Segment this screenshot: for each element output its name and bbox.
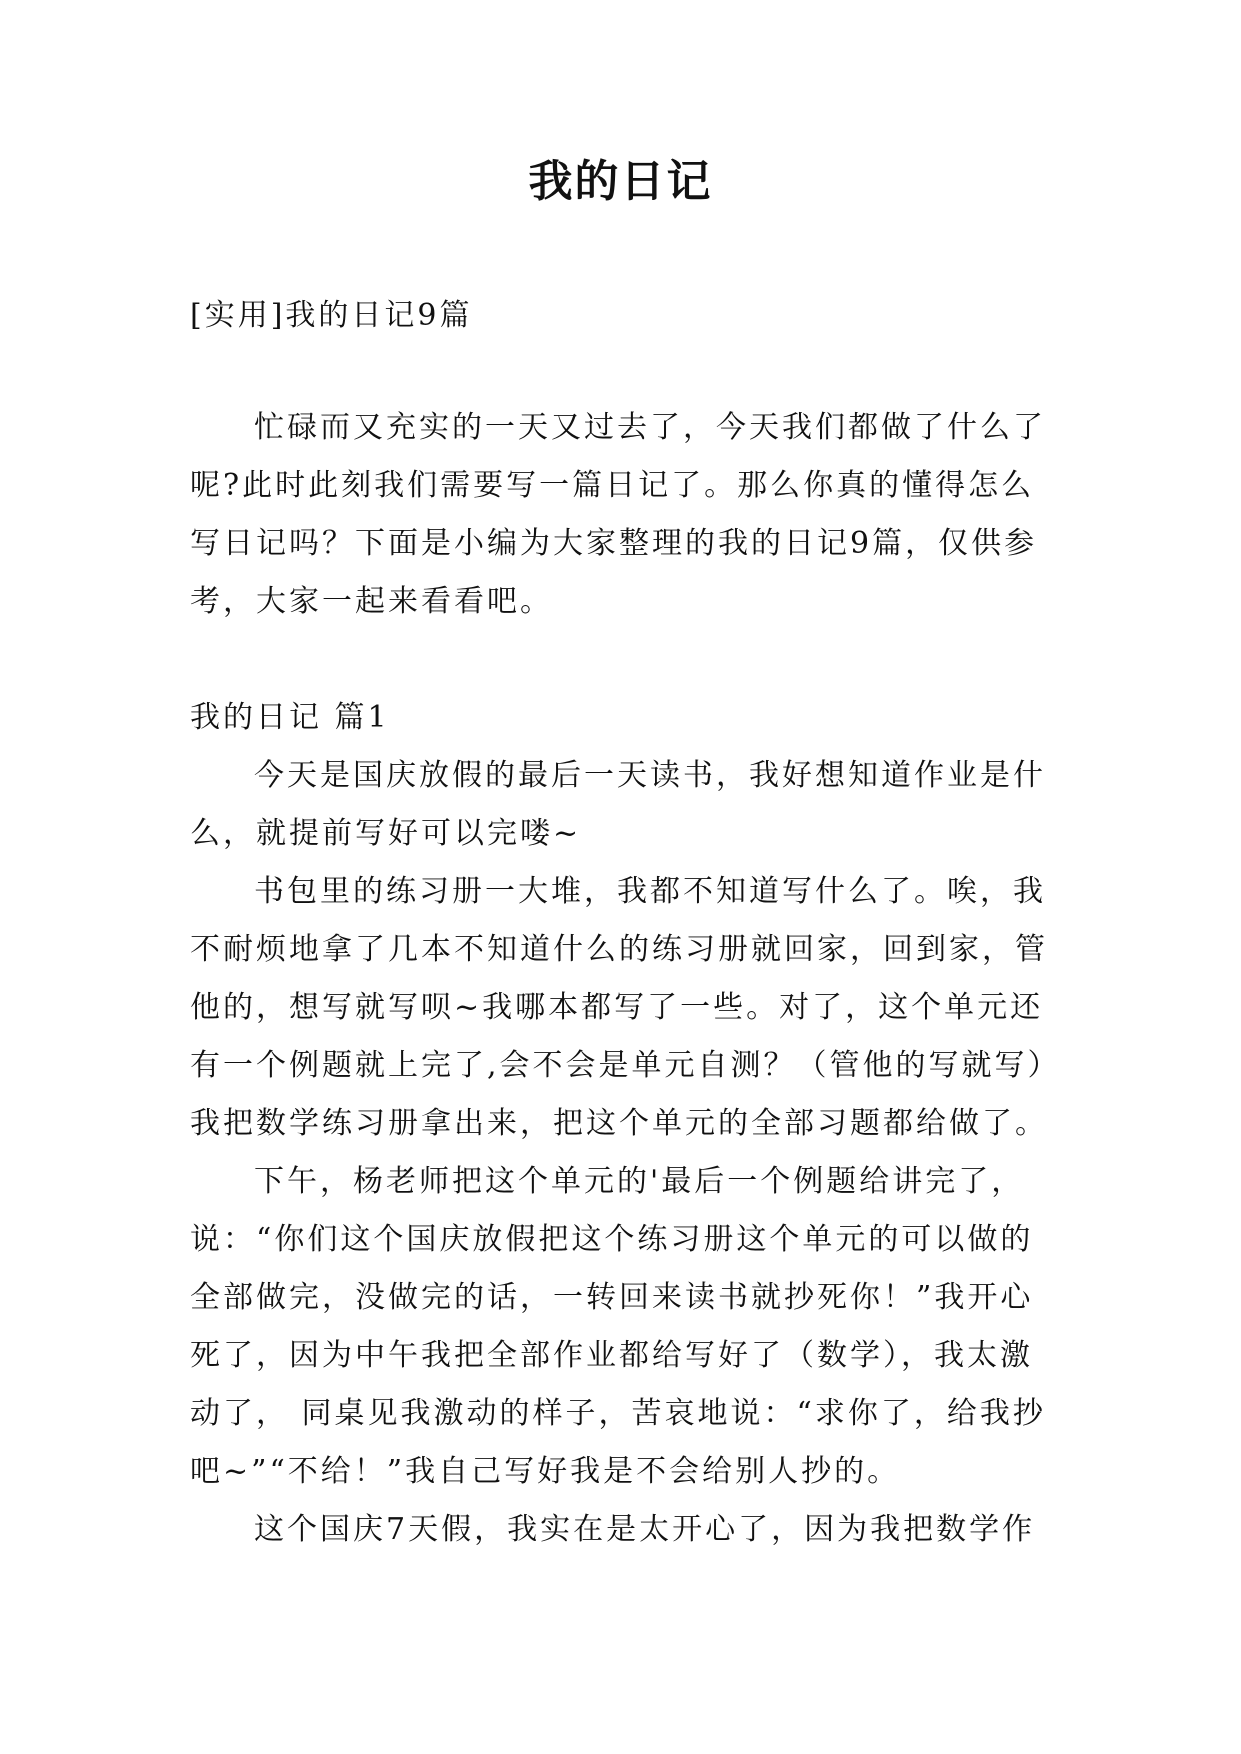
body-line: 有一个例题就上完了,会不会是单元自测？（管他的写就写） (190, 1048, 1061, 1083)
body-line: 全部做完，没做完的话，一转回来读书就抄死你！”我开心 (190, 1280, 1034, 1315)
body-line: 今天是国庆放假的最后一天读书，我好想知道作业是什 (254, 758, 1046, 793)
body-line: 死了，因为中午我把全部作业都给写好了（数学），我太激 (190, 1338, 1033, 1373)
body-line: 不耐烦地拿了几本不知道什么的练习册就回家，回到家，管 (190, 932, 1048, 967)
intro-line: 写日记吗？下面是小编为大家整理的我的日记9篇，仅供参 (190, 526, 1038, 561)
document-subtitle: [实用]我的日记9篇 (190, 298, 473, 333)
body-line: 书包里的练习册一大堆，我都不知道写什么了。唉，我 (254, 874, 1046, 909)
intro-line: 忙碌而又充实的一天又过去了，今天我们都做了什么了 (254, 410, 1046, 445)
body-line: 说：“你们这个国庆放假把这个练习册这个单元的可以做的 (190, 1222, 1034, 1257)
section-heading: 我的日记 篇1 (190, 700, 390, 735)
intro-line: 呢?此时此刻我们需要写一篇日记了。那么你真的懂得怎么 (190, 468, 1035, 503)
body-line: 他的，想写就写呗~我哪本都写了一些。对了，这个单元还 (190, 990, 1044, 1025)
body-line: 么，就提前写好可以完喽~ (190, 816, 582, 851)
body-line: 吧~”“不给！”我自己写好我是不会给别人抄的。 (190, 1454, 901, 1489)
body-line: 我把数学练习册拿出来，把这个单元的全部习题都给做了。 (190, 1106, 1048, 1141)
intro-line: 考，大家一起来看看吧。 (190, 584, 553, 619)
body-line: 这个国庆7天假，我实在是太开心了，因为我把数学作 (254, 1512, 1036, 1547)
body-line: 动了， 同桌见我激动的样子，苦哀地说：“求你了，给我抄 (190, 1396, 1046, 1431)
document-title: 我的日记 (528, 156, 713, 207)
body-line: 下午，杨老师把这个单元的'最后一个例题给讲完了， (254, 1164, 1025, 1199)
